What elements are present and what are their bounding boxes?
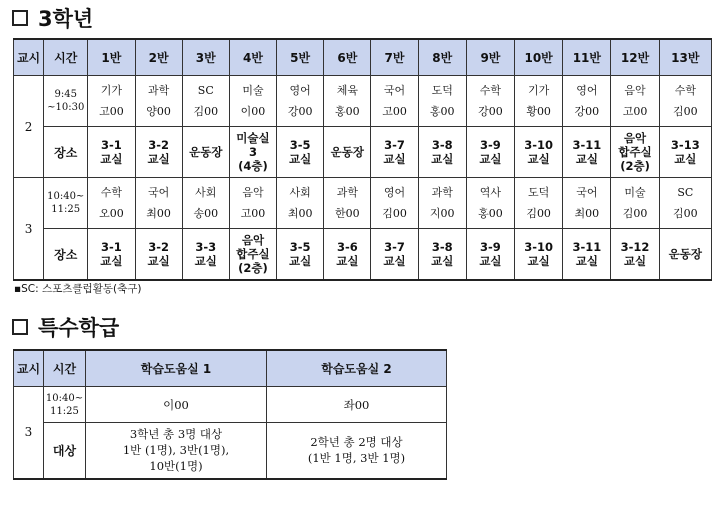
place-cell — [182, 229, 229, 281]
place-line: 3-7 — [384, 240, 405, 254]
time-cell — [44, 387, 86, 423]
place-cell — [229, 127, 276, 178]
subject-name: 과학 — [431, 186, 453, 199]
subject-name: 영어 — [576, 84, 598, 97]
place-line: 3-11 — [572, 240, 602, 254]
place-line: 3-13 — [670, 138, 700, 152]
target-line: 2학년 총 2명 대상 — [310, 435, 403, 450]
footnote: ▪SC: 스포츠클럽활동(축구) — [14, 283, 142, 295]
subject-cell — [563, 178, 611, 229]
subject-cell — [418, 76, 466, 127]
header-class-8: 8반 — [418, 39, 466, 76]
place-cell — [563, 127, 611, 178]
period-cell: 2 — [14, 76, 44, 178]
target-line: 1반 (1명), 3반(1명), — [122, 443, 230, 458]
subject-name: 기가 — [100, 84, 123, 97]
place-line: 교실 — [674, 152, 697, 166]
subject-cell — [611, 76, 659, 127]
place-line: 3-1 — [101, 138, 122, 152]
header-class-9: 9반 — [466, 39, 514, 76]
teacher-name: 고00 — [382, 105, 407, 118]
place-cell — [466, 127, 514, 178]
subject-name: 미술 — [242, 84, 264, 97]
place-cell — [611, 127, 659, 178]
place-line: 3-6 — [336, 240, 358, 254]
subject-name: 도덕 — [528, 186, 550, 199]
place-line: 3-7 — [384, 138, 405, 152]
place-line: 교실 — [479, 152, 502, 166]
place-line: 교실 — [147, 152, 170, 166]
place-line: 교실 — [575, 254, 598, 268]
place-line: 3-1 — [101, 240, 122, 254]
place-cell — [466, 229, 514, 281]
place-line: 운동장 — [189, 145, 223, 159]
header-class-5: 5반 — [277, 39, 324, 76]
subject-cell — [418, 178, 466, 229]
time-line: 9:45 — [54, 89, 77, 100]
subject-name: 미술 — [624, 186, 646, 199]
teacher-room-2: 좌00 — [267, 387, 447, 423]
subject-cell — [611, 178, 659, 229]
teacher-name: 고00 — [622, 105, 648, 118]
place-cell — [135, 229, 182, 281]
section-title: 특수학급 — [38, 316, 120, 340]
header-room-1: 학습도움실 1 — [86, 350, 267, 387]
target-line: (1반 1명, 3반 1명) — [307, 451, 406, 466]
place-line: 3-2 — [148, 240, 169, 254]
place-cell — [135, 127, 182, 178]
header-class-10: 10반 — [515, 39, 563, 76]
subject-cell — [88, 178, 135, 229]
target-label: 대상 — [44, 423, 86, 479]
time-cell — [44, 76, 88, 127]
subject-name: 국어 — [383, 84, 406, 97]
target-room-1 — [86, 423, 267, 479]
place-cell — [277, 229, 324, 281]
target-room-2 — [267, 423, 447, 479]
place-cell — [182, 127, 229, 178]
table-row — [14, 387, 447, 423]
place-cell — [659, 127, 711, 178]
teacher-name: 김00 — [526, 207, 551, 220]
place-line: 3-8 — [431, 138, 453, 152]
place-line: 음악 — [241, 233, 265, 247]
place-cell — [659, 229, 711, 281]
place-line: (2층) — [620, 159, 650, 173]
subject-cell — [277, 178, 324, 229]
teacher-name: 고00 — [240, 207, 266, 220]
subject-name: 영어 — [289, 84, 311, 97]
teacher-name: 김00 — [193, 105, 219, 118]
subject-name: 과학 — [147, 84, 170, 97]
place-line: 교실 — [383, 254, 406, 268]
place-line: 교실 — [383, 152, 406, 166]
teacher-name: 최00 — [287, 207, 313, 220]
teacher-name: 김00 — [673, 105, 698, 118]
header-period: 교시 — [14, 39, 44, 76]
subject-name: 음악 — [624, 84, 646, 97]
subject-cell — [277, 76, 324, 127]
teacher-name: 오00 — [99, 207, 124, 220]
place-line: 음악 — [623, 131, 647, 145]
place-line: 교실 — [431, 152, 454, 166]
teacher-name: 최00 — [574, 207, 600, 220]
section-heading-special — [12, 313, 119, 341]
header-row — [14, 39, 712, 76]
header-time: 시간 — [44, 350, 86, 387]
subject-name: 국어 — [147, 186, 170, 199]
period-cell: 3 — [14, 178, 44, 281]
time-line: ~10:30 — [47, 102, 85, 113]
teacher-name: 홍00 — [335, 105, 360, 118]
teacher-name: 최00 — [146, 207, 171, 220]
place-cell — [324, 229, 371, 281]
section-title: 3학년 — [38, 7, 94, 31]
subject-cell — [515, 178, 563, 229]
target-line: 10반(1명) — [149, 459, 203, 474]
place-line: 운동장 — [330, 145, 364, 159]
place-line: 3-5 — [289, 240, 311, 254]
teacher-name: 김00 — [622, 207, 648, 220]
time-cell — [44, 178, 88, 229]
place-line: 교실 — [147, 254, 170, 268]
target-line: 3학년 총 3명 대상 — [129, 427, 223, 442]
header-period: 교시 — [14, 350, 44, 387]
subject-name: 기가 — [528, 84, 550, 97]
teacher-name: 이00 — [240, 105, 266, 118]
subject-name: 수학 — [479, 84, 502, 97]
teacher-name: 강00 — [287, 105, 313, 118]
subject-name: SC — [677, 186, 694, 199]
header-class-4: 4반 — [229, 39, 276, 76]
subject-name: 수학 — [674, 84, 696, 97]
place-cell — [324, 127, 371, 178]
place-line: 교실 — [575, 152, 598, 166]
subject-cell — [515, 76, 563, 127]
subject-name: 영어 — [383, 186, 406, 199]
teacher-name: 한00 — [335, 207, 360, 220]
subject-name: SC — [197, 84, 214, 97]
time-end: 11:25 — [50, 405, 79, 417]
subject-cell — [229, 178, 276, 229]
place-cell — [371, 127, 418, 178]
place-line: 3-10 — [524, 240, 554, 254]
special-class-table — [13, 349, 447, 480]
teacher-name: 황00 — [526, 105, 551, 118]
teacher-name: 강00 — [478, 105, 503, 118]
subject-cell — [324, 76, 371, 127]
place-line: 3-3 — [195, 240, 217, 254]
checkbox-square-icon — [12, 319, 28, 335]
place-line: 합주실 — [236, 247, 270, 261]
header-class-6: 6반 — [324, 39, 371, 76]
place-cell — [277, 127, 324, 178]
section-heading-grade3 — [12, 4, 93, 32]
place-line: 교실 — [479, 254, 502, 268]
subject-cell — [563, 76, 611, 127]
place-cell — [611, 229, 659, 281]
place-line: (2층) — [238, 261, 268, 275]
place-line: 교실 — [336, 254, 359, 268]
place-cell — [88, 229, 135, 281]
place-line: 3-10 — [524, 138, 554, 152]
place-cell — [515, 229, 563, 281]
subject-cell — [182, 76, 229, 127]
header-class-3: 3반 — [182, 39, 229, 76]
subject-row — [14, 178, 712, 229]
subject-name: 사회 — [195, 186, 217, 199]
subject-cell — [135, 76, 182, 127]
teacher-name: 지00 — [429, 207, 455, 220]
place-cell — [563, 229, 611, 281]
period-cell: 3 — [14, 387, 44, 479]
place-line: 3 — [248, 145, 257, 159]
subject-cell — [135, 178, 182, 229]
place-line: 3-2 — [148, 138, 169, 152]
checkbox-square-icon — [12, 10, 28, 26]
subject-cell — [371, 76, 418, 127]
header-class-11: 11반 — [563, 39, 611, 76]
place-row — [14, 229, 712, 281]
header-class-12: 12반 — [611, 39, 659, 76]
time-start: 10:40~ — [45, 392, 84, 404]
header-row — [14, 350, 447, 387]
place-line: 미술실 — [236, 131, 270, 145]
place-line: 교실 — [623, 254, 647, 268]
grade3-timetable — [13, 38, 712, 281]
subject-cell — [659, 76, 711, 127]
place-line: 교실 — [289, 254, 312, 268]
subject-name: 체육 — [336, 84, 358, 97]
subject-name: 과학 — [336, 186, 358, 199]
place-line: 3-5 — [289, 138, 311, 152]
subject-name: 역사 — [479, 186, 502, 199]
place-line: 3-8 — [431, 240, 453, 254]
place-cell — [371, 229, 418, 281]
place-line: 교실 — [100, 152, 123, 166]
place-line: 3-11 — [572, 138, 602, 152]
subject-name: 국어 — [576, 186, 598, 199]
place-line: 교실 — [527, 254, 550, 268]
subject-cell — [324, 178, 371, 229]
subject-cell — [182, 178, 229, 229]
subject-row — [14, 76, 712, 127]
place-row — [14, 127, 712, 178]
subject-cell — [88, 76, 135, 127]
place-cell — [88, 127, 135, 178]
place-cell — [418, 127, 466, 178]
time-line: 10:40~ — [47, 191, 85, 202]
subject-cell — [659, 178, 711, 229]
teacher-name: 홍00 — [429, 105, 455, 118]
place-cell — [229, 229, 276, 281]
place-line: 3-9 — [480, 240, 501, 254]
teacher-name: 양00 — [146, 105, 171, 118]
place-cell — [418, 229, 466, 281]
teacher-name: 강00 — [574, 105, 600, 118]
place-line: 3-12 — [620, 240, 650, 254]
header-class-2: 2반 — [135, 39, 182, 76]
subject-cell — [229, 76, 276, 127]
place-line: 교실 — [194, 254, 217, 268]
place-label: 장소 — [44, 229, 88, 281]
subject-cell — [466, 76, 514, 127]
header-class-1: 1반 — [88, 39, 135, 76]
place-line: 교실 — [431, 254, 454, 268]
place-line: 교실 — [289, 152, 312, 166]
subject-name: 음악 — [242, 186, 264, 199]
subject-cell — [466, 178, 514, 229]
subject-cell — [371, 178, 418, 229]
place-line: 합주실 — [618, 145, 652, 159]
place-line: 운동장 — [668, 247, 702, 261]
place-line: 3-9 — [480, 138, 501, 152]
subject-name: 도덕 — [431, 84, 453, 97]
header-class-7: 7반 — [371, 39, 418, 76]
subject-name: 사회 — [289, 186, 311, 199]
teacher-name: 김00 — [673, 207, 698, 220]
subject-name: 수학 — [100, 186, 123, 199]
teacher-name: 송00 — [193, 207, 219, 220]
teacher-room-1: 이00 — [86, 387, 267, 423]
header-class-13: 13반 — [659, 39, 711, 76]
header-time: 시간 — [44, 39, 88, 76]
place-line: (4층) — [238, 159, 268, 173]
teacher-name: 김00 — [382, 207, 407, 220]
place-cell — [515, 127, 563, 178]
place-label: 장소 — [44, 127, 88, 178]
teacher-name: 고00 — [99, 105, 124, 118]
teacher-name: 홍00 — [478, 207, 503, 220]
header-room-2: 학습도움실 2 — [267, 350, 447, 387]
place-line: 교실 — [100, 254, 123, 268]
table-row — [14, 423, 447, 479]
time-line: 11:25 — [51, 204, 81, 215]
place-line: 교실 — [527, 152, 550, 166]
